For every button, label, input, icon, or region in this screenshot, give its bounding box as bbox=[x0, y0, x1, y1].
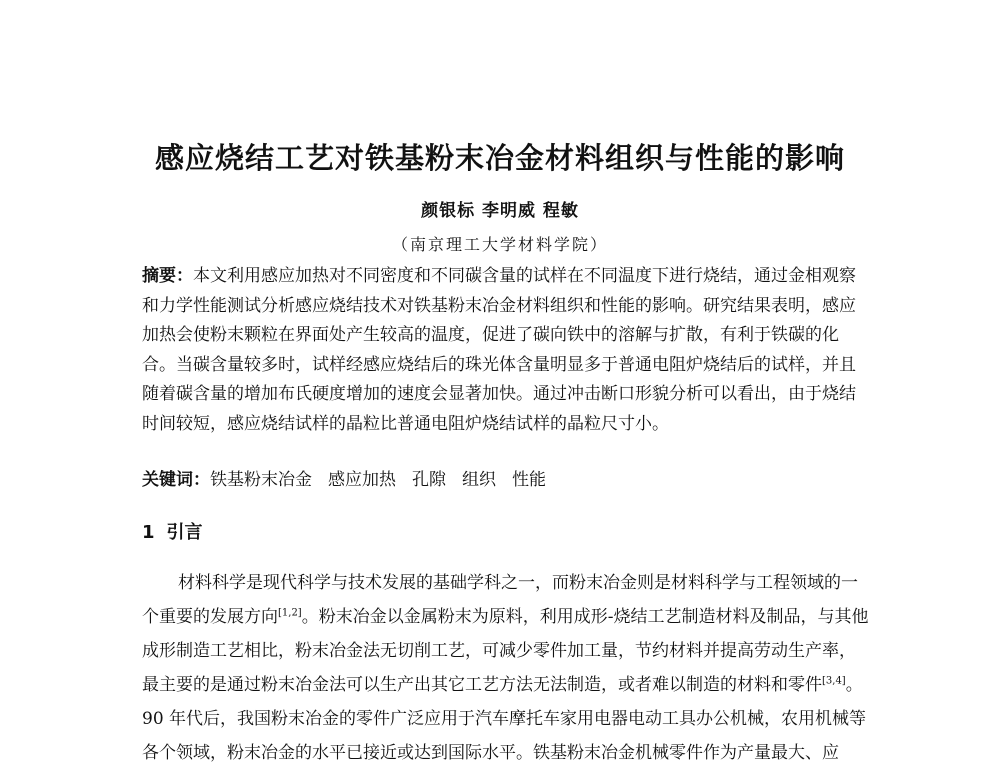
keyword-item: 铁基粉末冶金 bbox=[210, 470, 312, 490]
abstract-block bbox=[142, 262, 872, 440]
keywords-block bbox=[142, 467, 872, 493]
body-paragraph: 90 年代后，我国粉末冶金的零件广泛应用于汽车摩托车家用电器电动工具办公机械，农用机械等各个领域，粉末冶金的水平已接近或达到国际水平。铁基粉末冶金机械零件作为产量最大、应 bbox=[142, 709, 867, 763]
abstract-text: 本文利用感应加热对不同密度和不同碳含量的试样在不同温度下进行烧结，通过金相观察和力学性能测试分析感应烧结技术对铁基粉末冶金材料组织和性能的影响。研究结果表明，感应加热会使粉末颗粒在界面处产生较高的温度，促进了碳向铁中的溶解与扩散，有利于铁碳的化合。当碳含量较多时，试样经感应烧结后的珠光体含量明显多于普通电阻炉烧结后的试样，并且随着碳含量的增加布氏硬度增加的速度会显著加快。通过冲击断口形貌分析可以看出，由于烧结时间较短，感应烧结试样的晶粒比普通电阻炉烧结试样的晶粒尺寸小。 bbox=[142, 266, 856, 434]
keywords-label: 关键词： bbox=[142, 470, 210, 490]
keyword-item: 孔隙 bbox=[412, 470, 446, 490]
paper-title: 感应烧结工艺对铁基粉末冶金材料组织与性能的影响 bbox=[154, 141, 845, 175]
body-text-span: 材料科学是现代科学与技术发展的基础学科之一，而粉末冶金则是材料科学与工程领域的一个重要的发展方向 bbox=[142, 573, 858, 627]
keyword-item: 性能 bbox=[512, 470, 546, 490]
body-text bbox=[142, 566, 872, 770]
body-text-span: 。 bbox=[845, 675, 863, 695]
section-title: 引言 bbox=[166, 522, 203, 543]
affiliation: （南京理工大学材料学院） bbox=[391, 235, 608, 254]
body-paragraph bbox=[142, 566, 872, 702]
keyword-item: 组织 bbox=[462, 470, 496, 490]
abstract-label: 摘要： bbox=[142, 266, 193, 286]
author-list: 颜银标 李明威 程敏 bbox=[421, 201, 579, 221]
section-heading bbox=[142, 518, 203, 544]
section-number: 1 bbox=[142, 522, 155, 543]
citation-ref: [3,4] bbox=[822, 675, 846, 687]
keyword-item: 感应加热 bbox=[328, 470, 396, 490]
citation-ref: [1,2] bbox=[278, 607, 302, 619]
body-text-span: 。粉末冶金以金属粉末为原料，利用成形-烧结工艺制造材料及制品，与其他成形制造工艺相比，粉末冶金法无切削工艺，可减少零件加工量，节约材料并提高劳动生产率，最主要的是通过粉末冶金法可以生产出其它工艺方法无法制造，或者难以制造的材料和零件 bbox=[142, 607, 869, 695]
